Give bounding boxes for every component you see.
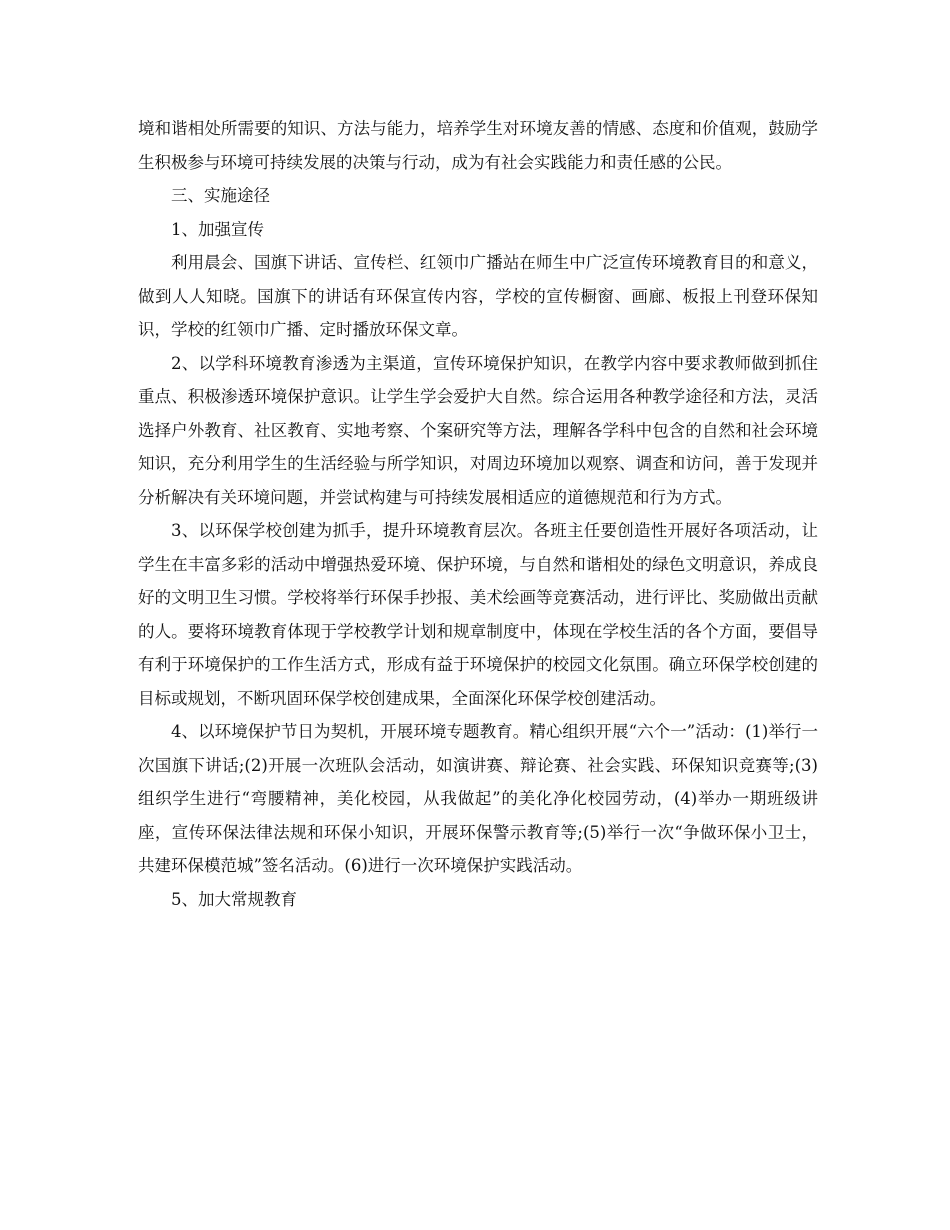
paragraph-item-3: 3、以环保学校创建为抓手，提升环境教育层次。各班主任要创造性开展好各项活动，让学生在丰富多彩的活动中增强热爱环境、保护环境，与自然和谐相处的绿色文明意识，养成良好的文明卫生习惯。学校将举行环保手抄报、美术绘画等竞赛活动，进行评比、奖励做出贡献的人。要将环境教育体现于学校教学计划和规章制度中，体现在学校生活的各个方面，要倡导有利于环境保护的工作生活方式，形成有益于环境保护的校园文化氛围。确立环保学校创建的目标或规划，不断巩固环保学校创建成果，全面深化环保学校创建活动。 <box>138 521 818 708</box>
subheading-routine-education: 5、加大常规教育 <box>171 889 297 909</box>
document-body <box>138 112 818 916</box>
paragraph-publicity: 利用晨会、国旗下讲话、宣传栏、红领巾广播站在师生中广泛宣传环境教育目的和意义，做到人人知晓。国旗下的讲话有环保宣传内容，学校的宣传橱窗、画廊、板报上刊登环保知识，学校的红领巾广播、定时播放环保文章。 <box>138 253 818 339</box>
paragraph-item-2: 2、以学科环境教育渗透为主渠道，宣传环境保护知识，在教学内容中要求教师做到抓住重点、积极渗透环境保护意识。让学生学会爱护大自然。综合运用各种教学途径和方法，灵活选择户外教育、社区教育、实地考察、个案研究等方法，理解各学科中包含的自然和社会环境知识，充分利用学生的生活经验与所学知识，对周边环境加以观察、调查和访问，善于发现并分析解决有关环境问题，并尝试构建与可持续发展相适应的道德规范和行为方式。 <box>138 353 818 507</box>
paragraph-item-4: 4、以环境保护节日为契机，开展环境专题教育。精心组织开展“六个一”活动：(1)举行一次国旗下讲话;(2)开展一次班队会活动，如演讲赛、辩论赛、社会实践、环保知识竞赛等;(3)组织学生进行“弯腰精神，美化校园，从我做起”的美化净化校园劳动，(4)举办一期班级讲座，宣传环保法律法规和环保小知识，开展环保警示教育等;(5)举行一次“争做环保小卫士，共建环保模范城”签名活动。(6)进行一次环境保护实践活动。 <box>138 722 818 875</box>
section-heading-implementation: 三、实施途径 <box>171 186 270 205</box>
paragraph-continuation: 境和谐相处所需要的知识、方法与能力，培养学生对环境友善的情感、态度和价值观，鼓励学生积极参与环境可持续发展的决策与行动，成为有社会实践能力和责任感的公民。 <box>138 119 818 172</box>
subheading-publicity: 1、加强宣传 <box>171 219 264 239</box>
